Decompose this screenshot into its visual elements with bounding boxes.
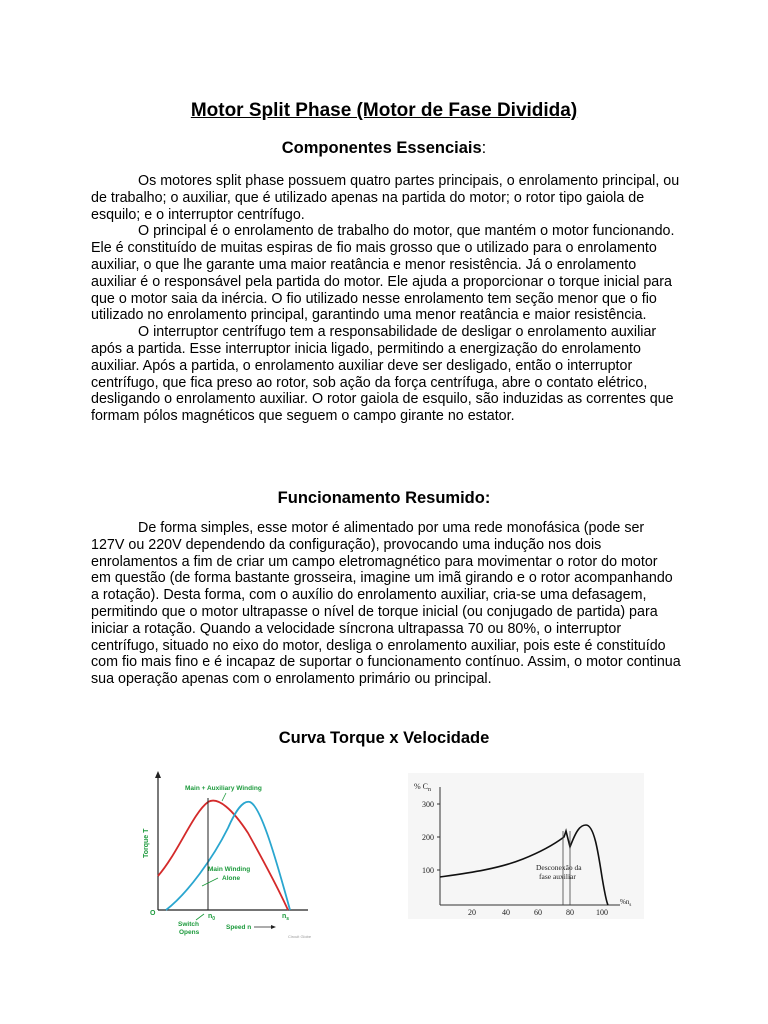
section-heading-curva: Curva Torque x Velocidade: [278, 729, 490, 747]
n0-label: $n_0$: [208, 913, 216, 922]
y-axis-arrow: [155, 771, 161, 778]
x-tick-label: 60: [534, 908, 542, 917]
annotation-line-1: Desconexão da: [536, 863, 582, 872]
scan-background: [408, 773, 644, 919]
y-axis-label: Torque T: [143, 828, 150, 858]
section-heading-componentes: [0, 139, 768, 158]
speed-arrow-head: [271, 925, 276, 929]
curve-main-winding-alone: [166, 802, 290, 910]
label-main-auxiliary: Main + Auxiliary Winding: [185, 785, 262, 792]
y-axis-label: % $C_n$: [414, 782, 431, 793]
y-tick-label: 300: [422, 800, 434, 809]
x-tick-label: 20: [468, 908, 476, 917]
paragraph: O principal é o enrolamento de trabalho do motor, que mantém o motor funcionando. Ele é constituído de muitas espiras de fio mais grosso que o utilizado para o enrolamento auxiliar, o que lhe garante uma maior reatância e menor resistência. Já o enrolamento auxiliar é o responsável pela partida do motor. Ele ajuda a proporcionar o torque inicial para que o motor saia da inércia. O fio utilizado nesse enrolamento tem seção menor que o fio utilizado no enrolamento principal, garantindo uma menor reatância e maior resistência.: [91, 223, 675, 324]
switch-label-1: Switch: [178, 921, 199, 928]
annotation-line-2: fase auxiliar: [539, 872, 576, 881]
torque-speed-figure-right: [408, 773, 644, 919]
y-tick-label: 100: [422, 866, 434, 875]
label-main-winding: Main Winding: [208, 866, 251, 873]
x-tick-label: 100: [596, 908, 608, 917]
torque-speed-figure-left: [138, 768, 338, 940]
section-heading-colon: :: [481, 139, 487, 157]
section-heading-funcionamento: Funcionamento Resumido:: [277, 489, 491, 507]
page-title: Motor Split Phase (Motor de Fase Dividida): [190, 100, 578, 121]
paragraph: Os motores split phase possuem quatro partes principais, o enrolamento principal, ou de trabalho; o auxiliar, que é utilizado apenas na partida do motor; o rotor tipo gaiola de esquilo; e o interruptor centrífugo.: [91, 173, 680, 223]
paragraph: O interruptor centrífugo tem a responsabilidade de desligar o enrolamento auxiliar após a partida. Esse interruptor inicia ligado, permitindo a energização do enrolamento auxiliar. Após a partida, o enrolamento auxiliar deve ser desligado, então o interruptor centrífugo, que fica preso ao rotor, sob ação da força centrífuga, abre o contato elétrico, desligando o enrolamento auxiliar. O rotor gaiola de esquilo, são induzidas as correntes que formam pólos magnéticos que seguem o campo girante no estator.: [91, 324, 674, 425]
x-tick-label: 80: [566, 908, 574, 917]
section-heading-text: Componentes Essenciais: [281, 139, 482, 157]
x-tick-label: 40: [502, 908, 510, 917]
label-pointer: [222, 793, 226, 801]
label-pointer: [196, 914, 204, 920]
watermark: Circuit Globe: [288, 934, 312, 939]
paragraph: De forma simples, esse motor é alimentado por uma rede monofásica (pode ser 127V ou 220V dependendo da configuração), provocando uma indução nos dois enrolamentos a fim de criar um campo eletromagnético para movimentar o rotor do motor em questão (de forma bastante grosseira, imagine um imã girando e o rotor acompanhando a rotação). Desta forma, com o auxílio do enrolamento auxiliar, cria-se uma defasagem, permitindo que o motor ultrapasse o nível de torque inicial (ou conjugado de partida) para iniciar a rotação. Quando a velocidade síncrona ultrapassa 70 ou 80%, o interruptor centrífugo, situado no eixo do motor, desliga o enrolamento auxiliar, pois este é constituído com fio mais fino e é incapaz de suportar o funcionamento contínuo. Assim, o motor continua sua operação apenas com o enrolamento primário ou principal.: [91, 520, 681, 688]
label-pointer: [202, 878, 218, 886]
origin-label: O: [150, 910, 156, 917]
section-body-componentes: [91, 173, 681, 425]
ns-label: $n_s$: [282, 913, 290, 922]
label-alone: Alone: [222, 875, 241, 882]
y-tick-label: 200: [422, 833, 434, 842]
x-axis-label: $\%n_s$: [620, 898, 632, 908]
speed-label: Speed n: [226, 924, 252, 931]
switch-label-2: Opens: [179, 929, 200, 936]
section-body-funcionamento: [91, 520, 681, 688]
curve-main-plus-auxiliary: [158, 801, 288, 910]
